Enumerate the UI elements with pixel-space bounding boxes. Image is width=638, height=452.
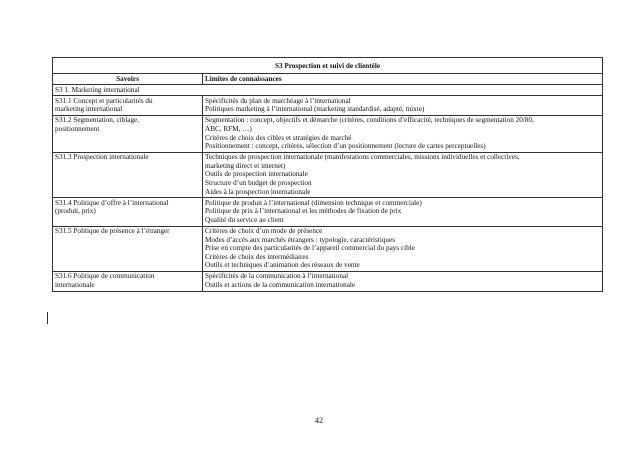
limite-line: Segmentation : concept, objectifs et démarche (critères, conditions d’efficacité, techniques de segmentation 20/80, xyxy=(205,116,534,125)
column-header-savoirs: Savoirs xyxy=(53,74,203,85)
savoir-line: S31.3 Prospection internationale xyxy=(55,153,149,162)
title-row xyxy=(53,58,603,74)
limite-line: Politique de produit à l’international (dimension technique et commerciale) xyxy=(205,198,422,207)
table-row xyxy=(53,115,603,152)
limite-line: Critères de choix d’un mode de présence xyxy=(205,227,323,235)
table-row xyxy=(53,226,603,271)
savoir-cell xyxy=(53,96,203,116)
page-number: 42 xyxy=(315,416,323,425)
header-row xyxy=(53,74,603,85)
limite-line: ABC, RFM, …) xyxy=(205,124,252,133)
savoir-line: S31.2 Segmentation, ciblage, xyxy=(55,116,140,125)
limite-line: Critères de choix des intermédiaires xyxy=(205,252,309,261)
limite-line: Politique de prix à l’international et les méthodes de fixation de prix xyxy=(205,207,402,216)
limite-line: Techniques de prospection internationale (manifestations commerciales, missions individuelles et collectives, xyxy=(205,153,520,162)
limites-cell xyxy=(203,115,603,152)
limite-line: Structure d’un budget de prospection xyxy=(205,179,312,188)
limite-line: Outils et techniques d’animation des réseaux de vente xyxy=(205,261,360,270)
savoir-cell xyxy=(53,198,203,226)
table-title: S3 Prospection et suivi de clientèle xyxy=(53,58,603,74)
table-row xyxy=(53,271,603,291)
savoir-cell xyxy=(53,115,203,152)
limite-line: Qualité du service au client xyxy=(205,215,284,224)
savoir-line: S31.4 Politique d’offre à l’international xyxy=(55,198,169,207)
limites-cell xyxy=(203,152,603,197)
limite-line: Outils et actions de la communication internationale xyxy=(205,281,356,290)
limite-line: Spécificités du plan de marchéage à l’international xyxy=(205,96,351,105)
limites-cell xyxy=(203,226,603,271)
limite-line: Spécificités de la communication à l’international xyxy=(205,272,349,281)
limites-cell xyxy=(203,198,603,226)
savoir-line: internationale xyxy=(55,281,95,290)
savoir-line: (produit, prix) xyxy=(55,207,96,216)
limites-cell xyxy=(203,271,603,291)
savoir-line: positionnement xyxy=(55,124,100,133)
limite-line: Politiques marketing à l’international (marketing standardisé, adapté, mixte) xyxy=(205,105,425,114)
limite-line: Outils de prospection internationale xyxy=(205,170,308,179)
limite-line: Positionnement : concept, critères, sélection d’un positionnement (lecture de cartes perceptuelles) xyxy=(205,142,486,151)
savoir-cell xyxy=(53,152,203,197)
section-row xyxy=(53,85,603,96)
savoir-cell xyxy=(53,271,203,291)
limite-line: Aides à la prospection internationale xyxy=(205,187,311,196)
table-row xyxy=(53,96,603,116)
limite-line: Prise en compte des particularités de l’appareil commercial du pays cible xyxy=(205,244,415,253)
savoir-line: marketing international xyxy=(55,105,123,114)
table-row xyxy=(53,198,603,226)
savoir-cell xyxy=(53,226,203,271)
reference-table xyxy=(52,57,603,292)
margin-change-bar xyxy=(47,312,48,324)
savoir-line: S31.6 Politique de communication xyxy=(55,272,155,281)
table-row xyxy=(53,152,603,197)
limites-cell xyxy=(203,96,603,116)
section-heading: S3 1. Marketing international xyxy=(53,85,603,96)
column-header-limites: Limites de connaissances xyxy=(203,74,603,85)
savoir-line: S31.5 Politique de présence à l’étranger xyxy=(55,227,170,235)
savoir-line: S31.1 Concept et particularités du xyxy=(55,96,153,105)
limite-line: marketing direct et internet) xyxy=(205,161,286,170)
limite-line: Modes d’accès aux marchés étrangers : typologie, caractéristiques xyxy=(205,235,395,244)
limite-line: Critères de choix des cibles et stratégies de marché xyxy=(205,133,352,142)
